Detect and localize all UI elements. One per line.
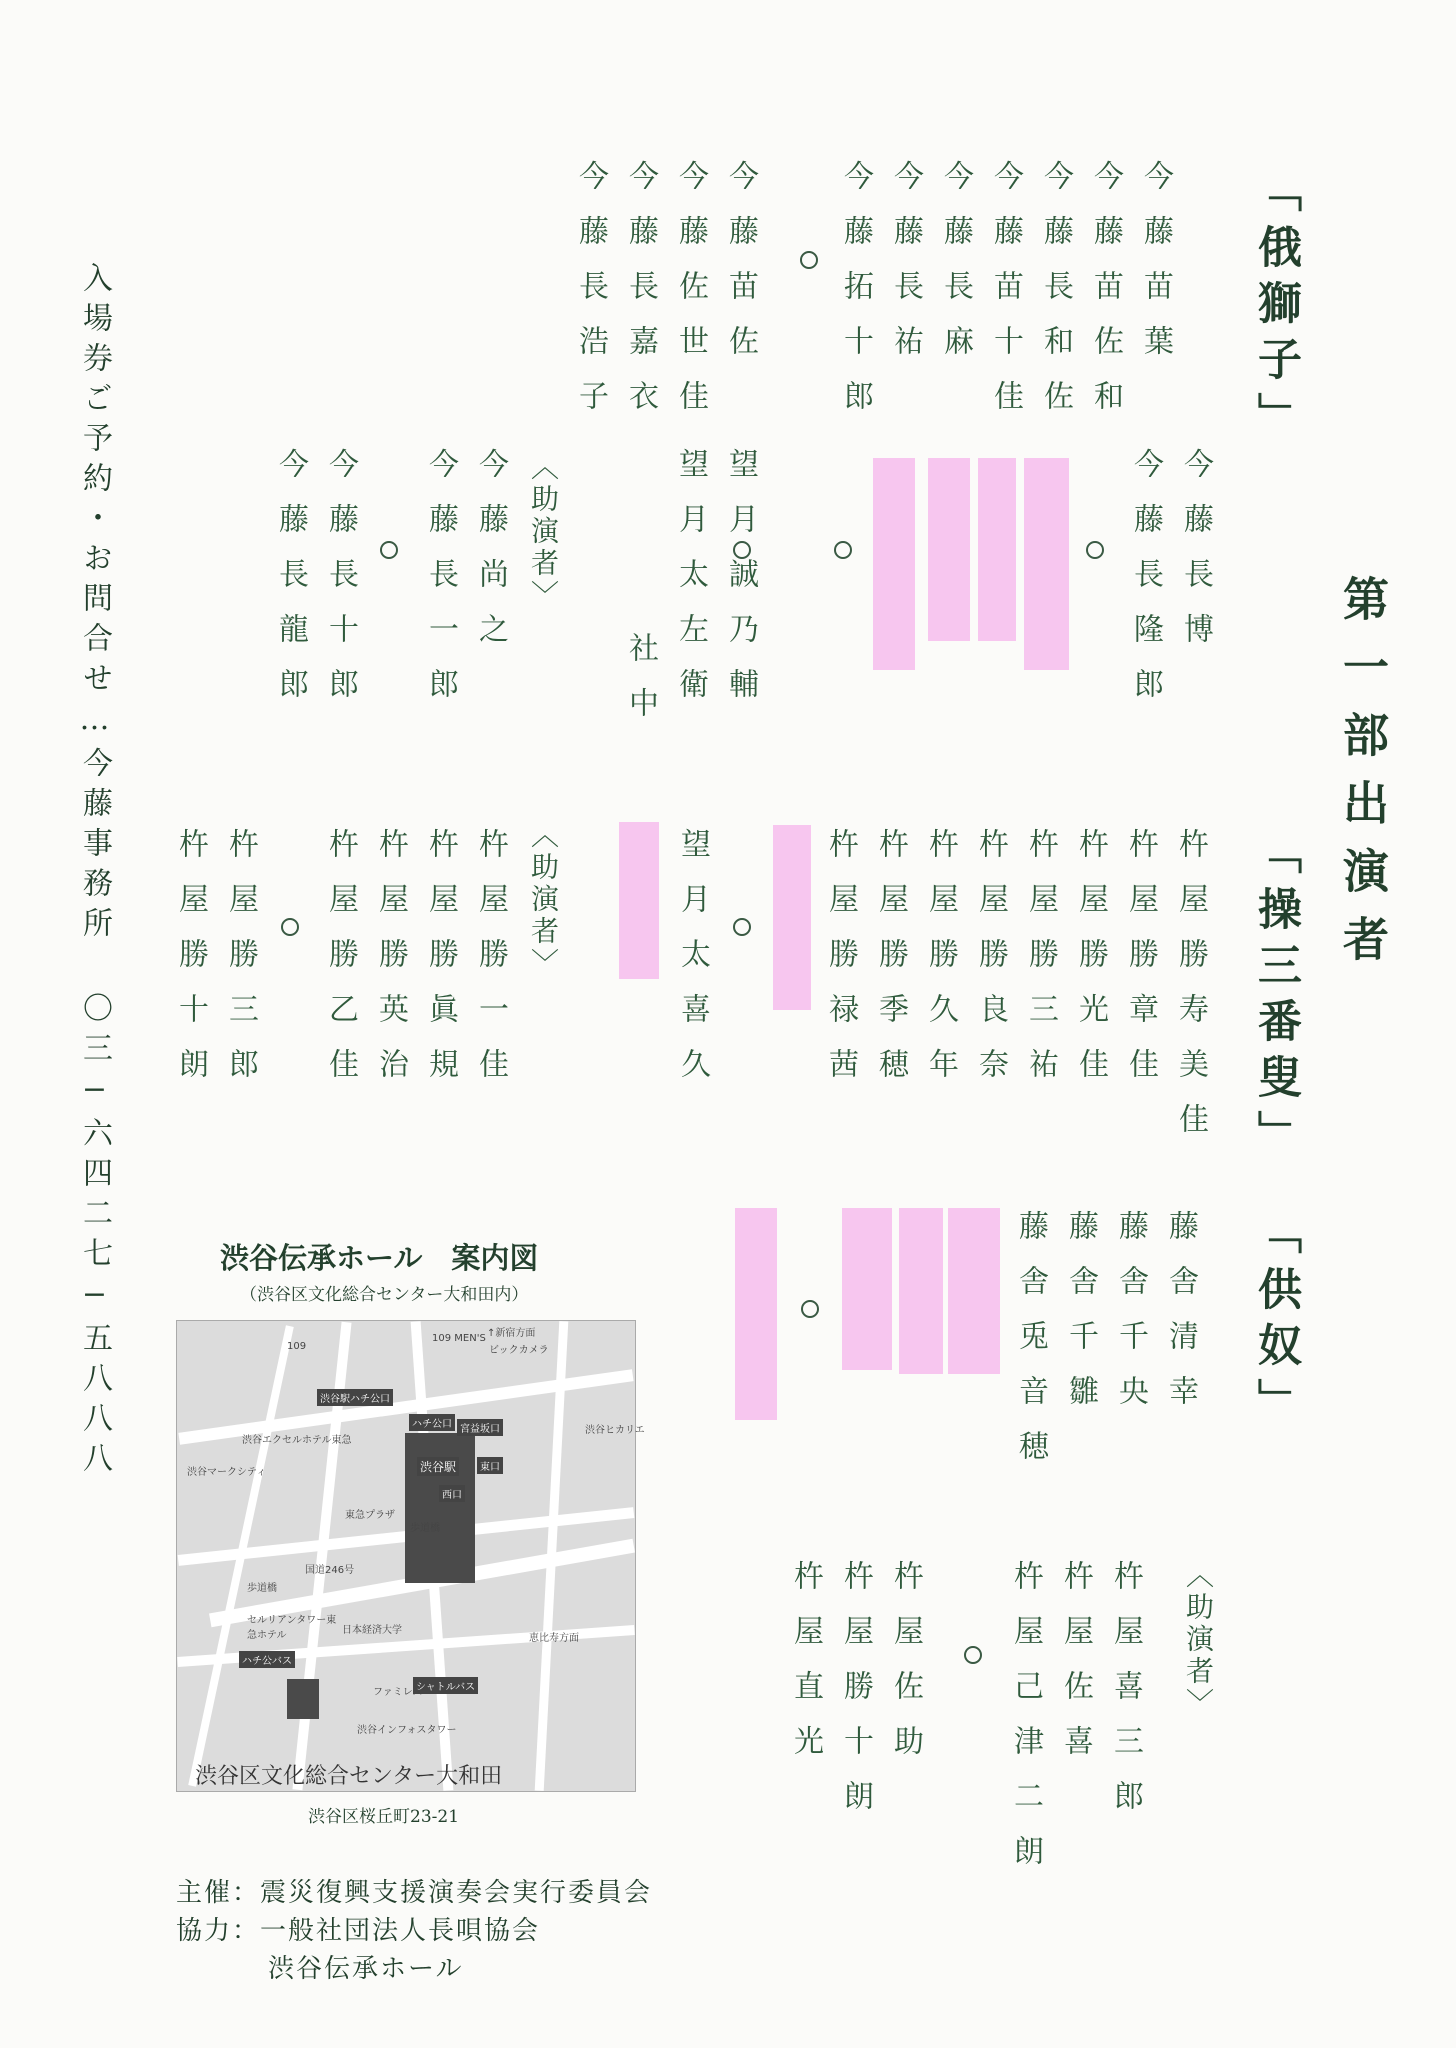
performer-name: 杵屋直光 — [788, 1560, 823, 1780]
map-tag: 西口 — [439, 1485, 465, 1502]
separator-circle — [281, 918, 299, 936]
map-address: 渋谷区桜丘町23-21 — [308, 1807, 460, 1827]
separator-circle — [380, 541, 398, 559]
section-title: 第一部出演者 — [1336, 575, 1390, 983]
performer-name: 今藤長嘉衣 — [623, 160, 658, 435]
separator-circle — [733, 541, 751, 559]
map-tag: シャトルバス — [413, 1677, 478, 1694]
map-label: 日本経済大学 — [342, 1625, 402, 1636]
map-label: ファミレス — [373, 1687, 423, 1698]
highlight-mark — [619, 822, 659, 979]
p3-helpers-b — [788, 1560, 923, 1835]
organizer-coop — [176, 1912, 540, 1950]
performer-name: 今藤苗佐 — [723, 160, 758, 380]
shachu-note: 社中 — [623, 632, 658, 742]
performer-name: 杵屋勝眞規 — [423, 828, 458, 1103]
piece-title-ayatsuri-sanbaso: 「操三番叟」 — [1250, 830, 1301, 1166]
highlight-mark — [899, 1208, 943, 1374]
highlight-mark — [873, 458, 915, 670]
performer-name: 杵屋勝三郎 — [223, 828, 258, 1103]
performer-name: 今藤苗佐和 — [1088, 160, 1123, 435]
map-tag: 東口 — [477, 1457, 503, 1474]
performer-name: 今藤長一郎 — [423, 448, 458, 723]
map-subtitle: （渋谷区文化総合センター大和田内） — [240, 1285, 529, 1305]
performer-name: 杵屋勝久年 — [923, 828, 958, 1103]
map-label: 東急プラザ — [345, 1510, 395, 1521]
access-map — [176, 1320, 645, 1792]
performer-name: 杵屋己津二朗 — [1008, 1560, 1043, 1890]
highlight-mark — [773, 825, 811, 1010]
performer-name: 今藤長龍郎 — [273, 448, 308, 723]
separator-circle — [800, 251, 818, 269]
map-label: 国道246号 — [305, 1565, 355, 1576]
map-label: 109 — [287, 1341, 307, 1352]
performer-name: 杵屋勝光佳 — [1073, 828, 1108, 1103]
performer-name: 杵屋佐喜 — [1058, 1560, 1093, 1780]
performer-name: 杵屋勝一佳 — [473, 828, 508, 1103]
performer-name: 杵屋喜三郎 — [1108, 1560, 1143, 1835]
performer-name: 望月太左衛 — [673, 448, 708, 723]
map-tag: ハチ公バス — [239, 1651, 295, 1668]
performer-name: 今藤拓十郎 — [838, 160, 873, 435]
performer-name: 藤舎千雛 — [1063, 1210, 1098, 1430]
p2-singers — [823, 828, 1208, 1158]
performer-name: 杵屋勝乙佳 — [323, 828, 358, 1103]
performer-name: 今藤苗葉 — [1138, 160, 1173, 380]
performer-name: 今藤長浩子 — [573, 160, 608, 435]
organizer-coop-2: 渋谷伝承ホール — [268, 1954, 464, 1984]
separator-circle — [834, 541, 852, 559]
map-label: 歩道橋 — [247, 1583, 277, 1594]
separator-circle — [964, 1646, 982, 1664]
performer-name: 今藤長隆郎 — [1128, 448, 1163, 723]
map-label: 渋谷インフォスタワー — [357, 1725, 457, 1736]
performer-name: 今藤長博 — [1178, 448, 1213, 668]
highlight-mark — [842, 1208, 892, 1370]
highlight-mark — [1024, 458, 1069, 670]
p1-helpers-b — [273, 448, 358, 723]
performer-name: 杵屋勝十朗 — [173, 828, 208, 1103]
p1-helpers-a — [423, 448, 508, 723]
performer-name: 望月太喜久 — [675, 828, 710, 1103]
map-label: 渋谷マークシティ — [187, 1467, 267, 1478]
p3-helpers-a — [1008, 1560, 1143, 1890]
performer-name: 杵屋勝季穂 — [873, 828, 908, 1103]
performer-name: 杵屋勝禄茜 — [823, 828, 858, 1103]
map-label: 109 MEN'S — [432, 1333, 486, 1344]
p3-singers — [1013, 1210, 1198, 1485]
highlight-mark — [948, 1208, 1000, 1374]
map-label: 歩道橋 — [410, 1523, 440, 1534]
performer-name: 今藤尚之 — [473, 448, 508, 668]
organizer-host — [176, 1874, 652, 1912]
performer-name: 藤舎千央 — [1113, 1210, 1148, 1430]
performer-name: 杵屋勝良奈 — [973, 828, 1008, 1103]
performer-name: 杵屋勝三祐 — [1023, 828, 1058, 1103]
performer-name: 杵屋佐助 — [888, 1560, 923, 1780]
helper-label: 〈助演者〉 — [527, 452, 560, 612]
map-tag: ハチ公口 — [409, 1414, 455, 1431]
host-name: 震災復興支援演奏会実行委員会 — [260, 1878, 653, 1908]
performer-name: 今藤佐世佳 — [673, 160, 708, 435]
performer-name: 今藤長和佐 — [1038, 160, 1073, 435]
map-tag: 渋谷駅 — [417, 1457, 459, 1476]
map-tag: 渋谷駅ハチ公口 — [317, 1389, 393, 1406]
separator-circle — [733, 918, 751, 936]
station-building — [405, 1433, 475, 1583]
highlight-mark — [735, 1208, 777, 1420]
highlight-mark — [928, 458, 970, 641]
map-label: 渋谷ヒカリエ — [585, 1425, 645, 1436]
helper-label: 〈助演者〉 — [1182, 1560, 1215, 1720]
piece-title-niwakajishi: 「俄獅子」 — [1250, 168, 1301, 448]
performer-name: 今藤長麻 — [938, 160, 973, 380]
performer-name: 藤舎清幸 — [1163, 1210, 1198, 1430]
performer-name: 今藤苗十佳 — [988, 160, 1023, 435]
coop-label: 協力： — [176, 1916, 261, 1946]
p2-helpers-b — [173, 828, 258, 1103]
performer-name: 杵屋勝十朗 — [838, 1560, 873, 1835]
p2-helpers-a — [323, 828, 508, 1103]
map-label: ビックカメラ — [489, 1345, 549, 1356]
coop-name-1: 一般社団法人長唄協会 — [260, 1916, 541, 1946]
p1-hayashi — [673, 448, 758, 723]
hall-building — [287, 1679, 319, 1719]
piece-title-tomoyakko: 「供奴」 — [1250, 1210, 1301, 1434]
helper-label: 〈助演者〉 — [527, 820, 560, 980]
performer-name: 望月誠乃輔 — [723, 448, 758, 723]
map-caption: 渋谷区文化総合センター大和田 — [195, 1764, 503, 1789]
performer-name: 今藤長十郎 — [323, 448, 358, 723]
performer-name: 藤舎兎音穂 — [1013, 1210, 1048, 1485]
highlight-mark — [978, 458, 1016, 641]
performer-name: 杵屋勝英治 — [373, 828, 408, 1103]
map-label: ↑新宿方面 — [487, 1328, 536, 1339]
p1-lower-singers — [1128, 448, 1213, 723]
separator-circle — [1086, 541, 1104, 559]
host-label: 主催： — [176, 1878, 261, 1908]
performer-name: 杵屋勝章佳 — [1123, 828, 1158, 1103]
map-label: 渋谷エクセルホテル東急 — [242, 1435, 352, 1446]
map-tag: 宮益坂口 — [457, 1419, 503, 1436]
performer-name: 今藤長祐 — [888, 160, 923, 380]
map-label: セルリアンタワー東急ホテル — [247, 1615, 337, 1641]
p1-upper-singers — [838, 160, 1173, 435]
separator-circle — [801, 1300, 819, 1318]
map-label: 恵比寿方面 — [529, 1633, 579, 1644]
map-title: 渋谷伝承ホール 案内図 — [220, 1241, 539, 1275]
contact-info: 入場券ご予約・お問合せ…今藤事務所 〇三−六四二七−五八八八 — [77, 262, 112, 1482]
p1-upper-players — [573, 160, 758, 435]
performer-name: 杵屋勝寿美佳 — [1173, 828, 1208, 1158]
